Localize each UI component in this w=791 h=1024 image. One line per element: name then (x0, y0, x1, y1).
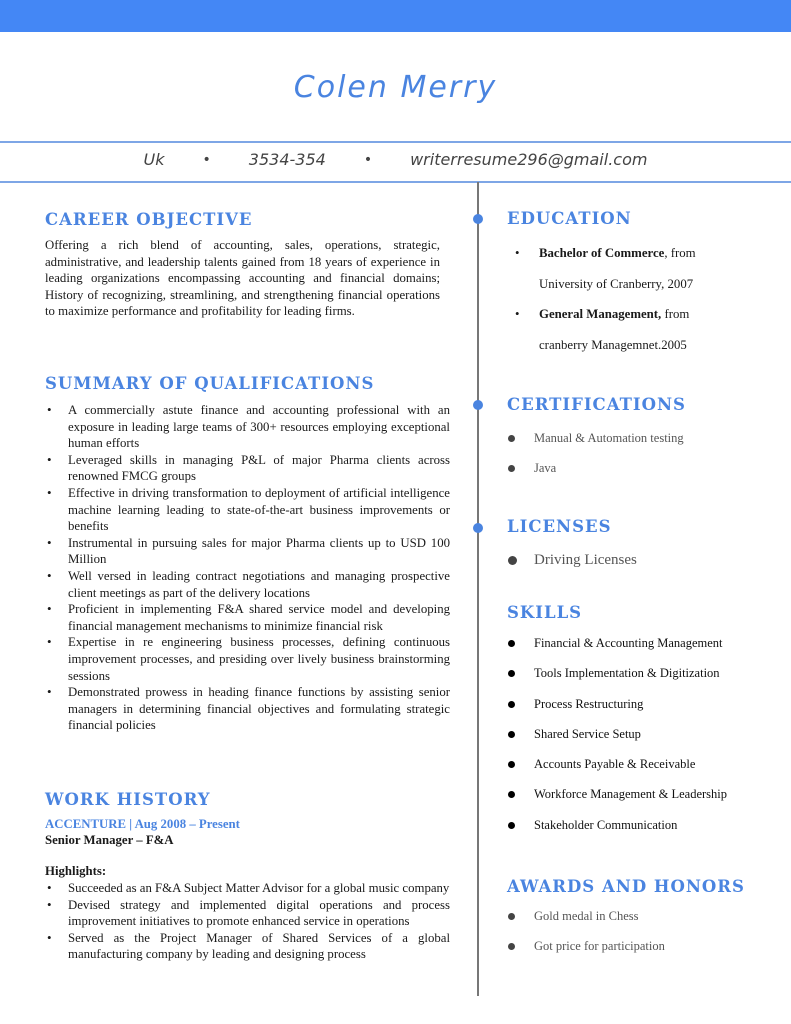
list-item: Shared Service Setup (507, 719, 777, 749)
list-item: • Expertise in re engineering business processes, defining continuous improvement processes, and presiding over lively business brainstorming sessions (45, 634, 450, 684)
licenses-section (507, 517, 777, 575)
list-item: • Devised strategy and implemented digital operations and process improvement initiatives to promote enhanced service in operations (45, 897, 450, 930)
contact-email[interactable]: writerresume296@gmail.com (410, 150, 648, 169)
list-item: • Served as the Project Manager of Shared Services of a global manufacturing company by leading and designing process (45, 930, 450, 963)
summary-section (45, 374, 450, 734)
section-heading: SKILLS (507, 603, 583, 622)
summary-list (45, 402, 450, 734)
header-rule-top (0, 141, 791, 143)
section-heading: LICENSES (507, 517, 612, 536)
education-list (507, 238, 777, 360)
timeline-dot-icon (473, 523, 483, 533)
list-item: Accounts Payable & Receivable (507, 749, 777, 779)
list-item: • Well versed in leading contract negotiations and managing prospective client meetings as part of the delivery locations (45, 568, 450, 601)
contact-phone: 3534-354 (248, 150, 326, 169)
degree-institution: cranberry Managemnet.2005 (539, 337, 687, 352)
section-heading: CERTIFICATIONS (507, 395, 686, 414)
list-item: • Demonstrated prowess in heading finance functions by assisting senior managers in determining financial objectives and formulating strategic financial policies (45, 684, 450, 734)
list-item: • Instrumental in pursuing sales for major Pharma clients up to USD 100 Million (45, 535, 450, 568)
awards-section (507, 877, 777, 962)
list-item: Gold medal in Chess (507, 901, 777, 931)
education-section (507, 209, 777, 360)
section-heading: WORK HISTORY (45, 790, 211, 809)
certifications-section (507, 395, 777, 484)
highlights-label: Highlights: (45, 864, 107, 878)
education-item (507, 238, 777, 299)
section-heading: SUMMARY OF QUALIFICATIONS (45, 374, 375, 393)
job-title: Senior Manager – F&A (45, 833, 174, 847)
list-item: Got price for participation (507, 931, 777, 961)
career-objective-text: Offering a rich blend of accounting, sales, operations, strategic, administrative, and leadership talents gained from 18 years of experience in leading organizations encompassing accounting and financial domains; History of recognizing, streamlining, and strengthening financial operations to maximize performance and profitability for leading firms. (45, 238, 440, 319)
section-heading: EDUCATION (507, 209, 632, 228)
contact-location: Uk (143, 150, 165, 169)
awards-list (507, 901, 777, 962)
skills-section (507, 603, 777, 840)
list-item: • Succeeded as an F&A Subject Matter Advisor for a global music company (45, 880, 450, 897)
list-item: Financial & Accounting Management (507, 628, 777, 658)
list-item: Tools Implementation & Digitization (507, 658, 777, 688)
contact-separator: • (202, 151, 211, 168)
work-history-section (45, 790, 450, 963)
list-item: Process Restructuring (507, 689, 777, 719)
timeline-dot-icon (473, 400, 483, 410)
list-item: Stakeholder Communication (507, 810, 777, 840)
highlights-list (45, 880, 450, 963)
candidate-name: Colen Merry (293, 70, 498, 105)
degree-name: Bachelor of Commerce (539, 246, 665, 260)
section-heading: CAREER OBJECTIVE (45, 210, 253, 229)
list-item: • Effective in driving transformation to deployment of artificial intelligence machine learning leading to state-of-the-art business improvements or benefits (45, 485, 450, 535)
degree-from: from (661, 307, 690, 321)
licenses-list (507, 545, 777, 575)
list-item: • Leveraged skills in managing P&L of major Pharma clients across renowned FMCG groups (45, 452, 450, 485)
certifications-list (507, 423, 777, 484)
list-item: Manual & Automation testing (507, 423, 777, 453)
header-color-bar (0, 0, 791, 32)
timeline-dot-icon (473, 214, 483, 224)
list-item: • A commercially astute finance and accounting professional with an exposure in leading large teams of 300+ resources employing exceptional human efforts (45, 402, 450, 452)
company-line: ACCENTURE | Aug 2008 – Present (45, 817, 240, 831)
degree-institution: University of Cranberry, 2007 (539, 276, 694, 291)
column-divider (477, 182, 479, 996)
list-item: • Proficient in implementing F&A shared service model and developing financial management mechanisms to minimize financial risk (45, 601, 450, 634)
contact-separator: • (363, 151, 373, 168)
list-item: Driving Licenses (507, 545, 777, 575)
skills-list (507, 628, 777, 840)
section-heading: AWARDS AND HONORS (507, 877, 745, 896)
degree-from: , from (664, 246, 696, 260)
list-item: Java (507, 453, 777, 483)
degree-name: General Management, (539, 307, 662, 321)
career-objective-section (45, 210, 440, 320)
list-item: Workforce Management & Leadership (507, 779, 777, 809)
contact-line (0, 150, 791, 169)
header-rule-bottom (0, 181, 791, 183)
education-item (507, 299, 777, 360)
